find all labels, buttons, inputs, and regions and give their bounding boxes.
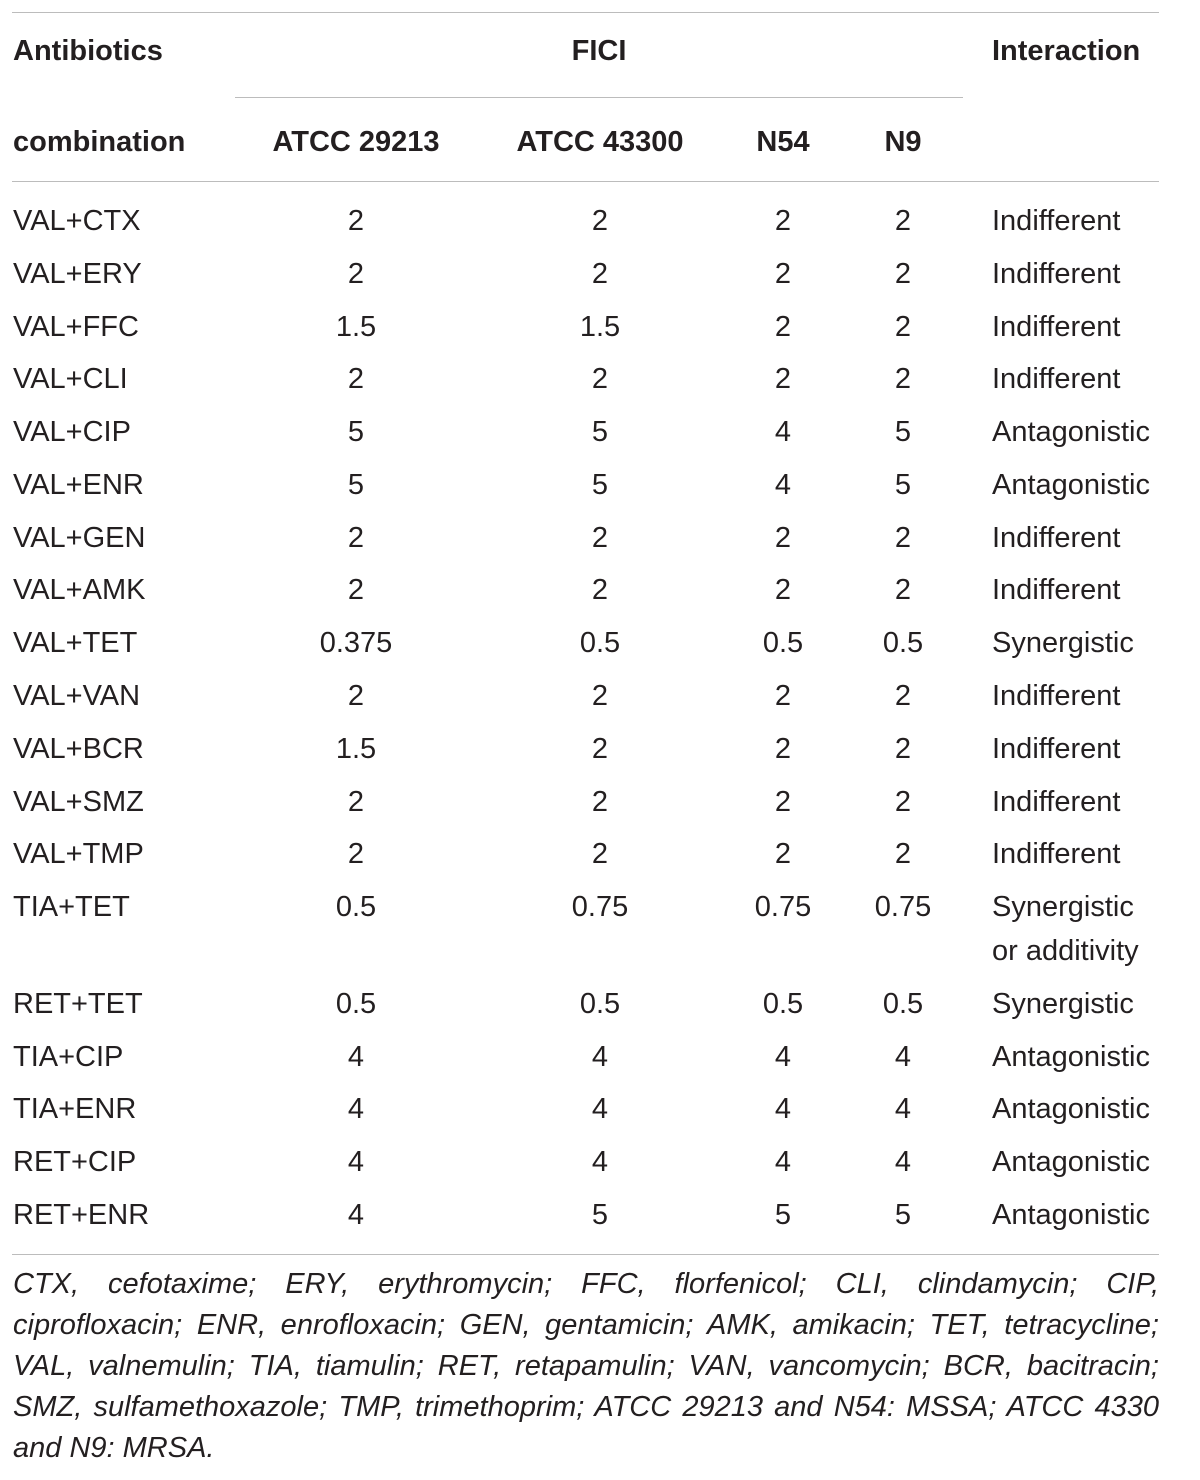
- cell-fici-atcc29213: 2: [347, 680, 365, 712]
- cell-fici-n54: 2: [774, 680, 792, 712]
- cell-combination: RET+ENR: [13, 1199, 150, 1231]
- cell-interaction: Indifferent: [992, 363, 1121, 395]
- cell-combination: VAL+BCR: [13, 733, 144, 765]
- cell-fici-n54: 2: [774, 574, 792, 606]
- header-interaction: Interaction: [992, 35, 1141, 67]
- cell-interaction: Indifferent: [992, 205, 1121, 237]
- cell-fici-n9: 5: [894, 469, 912, 501]
- cell-fici-n54: 4: [774, 1041, 792, 1073]
- cell-fici-n9: 5: [894, 1199, 912, 1231]
- cell-combination: VAL+ERY: [13, 258, 142, 290]
- cell-fici-atcc29213: 2: [347, 363, 365, 395]
- cell-fici-n9: 0.75: [874, 891, 932, 923]
- cell-interaction: Indifferent: [992, 522, 1121, 554]
- cell-combination: RET+TET: [13, 988, 143, 1020]
- cell-fici-atcc43300: 2: [591, 205, 609, 237]
- cell-fici-n9: 2: [894, 786, 912, 818]
- fici-group-rule: [235, 97, 963, 98]
- cell-fici-atcc29213: 0.5: [335, 988, 377, 1020]
- cell-fici-n9: 5: [894, 416, 912, 448]
- header-strain-atcc29213: ATCC 29213: [272, 126, 440, 158]
- cell-fici-n54: 2: [774, 838, 792, 870]
- header-strain-atcc43300: ATCC 43300: [516, 126, 684, 158]
- cell-fici-atcc29213: 2: [347, 522, 365, 554]
- cell-fici-atcc43300: 2: [591, 574, 609, 606]
- cell-combination: TIA+CIP: [13, 1041, 124, 1073]
- cell-combination: VAL+VAN: [13, 680, 141, 712]
- header-strain-n54: N54: [756, 126, 810, 158]
- cell-fici-atcc29213: 0.5: [335, 891, 377, 923]
- cell-fici-atcc29213: 1.5: [335, 311, 377, 343]
- table-footnote: CTX, cefotaxime; ERY, erythromycin; FFC, florfenicol; CLI, clindamycin; CIP, ciprofloxacin; ENR, enrofloxacin; GEN, gentamicin; AMK, amikacin; TET, tetracycline; VAL, valnemulin; TIA, tiamulin; RET, retapamulin; VAN, vancomycin; BCR, bacitracin; SMZ, sulfamethoxazole; TMP, trimethoprim; ATCC 29213 and N54: MSSA; ATCC 4330 and N9: MRSA.: [13, 1268, 1159, 1464]
- cell-fici-n54: 2: [774, 733, 792, 765]
- cell-fici-n9: 2: [894, 733, 912, 765]
- cell-fici-atcc43300: 2: [591, 733, 609, 765]
- cell-interaction: Antagonistic: [992, 1093, 1150, 1125]
- cell-fici-atcc29213: 4: [347, 1199, 365, 1231]
- header-rule: [12, 181, 1159, 182]
- cell-fici-atcc43300: 1.5: [579, 311, 621, 343]
- cell-fici-n9: 2: [894, 205, 912, 237]
- cell-interaction: Synergistic or additivity: [992, 891, 1139, 967]
- cell-fici-atcc29213: 0.375: [319, 627, 393, 659]
- cell-fici-n9: 2: [894, 838, 912, 870]
- cell-combination: VAL+SMZ: [13, 786, 144, 818]
- cell-fici-n9: 2: [894, 680, 912, 712]
- cell-interaction: Synergistic: [992, 627, 1134, 659]
- cell-fici-n54: 2: [774, 311, 792, 343]
- cell-fici-n54: 0.75: [754, 891, 812, 923]
- cell-fici-atcc43300: 4: [591, 1146, 609, 1178]
- header-fici: FICI: [571, 35, 627, 67]
- cell-fici-atcc29213: 2: [347, 205, 365, 237]
- cell-combination: VAL+TMP: [13, 838, 144, 870]
- cell-interaction: Indifferent: [992, 258, 1121, 290]
- cell-interaction: Antagonistic: [992, 1199, 1150, 1231]
- header-antibiotics: Antibiotics: [13, 35, 163, 67]
- cell-fici-atcc43300: 2: [591, 522, 609, 554]
- cell-fici-n54: 5: [774, 1199, 792, 1231]
- cell-fici-n54: 4: [774, 1146, 792, 1178]
- cell-combination: VAL+CTX: [13, 205, 141, 237]
- cell-fici-n9: 2: [894, 258, 912, 290]
- cell-fici-n54: 2: [774, 205, 792, 237]
- cell-fici-atcc43300: 2: [591, 786, 609, 818]
- cell-fici-atcc29213: 1.5: [335, 733, 377, 765]
- cell-fici-n9: 0.5: [882, 627, 924, 659]
- cell-fici-atcc29213: 4: [347, 1041, 365, 1073]
- cell-combination: VAL+TET: [13, 627, 138, 659]
- cell-fici-atcc29213: 4: [347, 1146, 365, 1178]
- cell-interaction: Indifferent: [992, 311, 1121, 343]
- cell-fici-atcc43300: 2: [591, 258, 609, 290]
- cell-fici-atcc43300: 0.5: [579, 627, 621, 659]
- cell-fici-n54: 4: [774, 1093, 792, 1125]
- cell-fici-atcc29213: 5: [347, 469, 365, 501]
- cell-fici-n9: 0.5: [882, 988, 924, 1020]
- cell-interaction: Indifferent: [992, 574, 1121, 606]
- cell-fici-n54: 2: [774, 258, 792, 290]
- cell-fici-n9: 4: [894, 1093, 912, 1125]
- cell-fici-atcc43300: 4: [591, 1041, 609, 1073]
- cell-interaction: Antagonistic: [992, 469, 1150, 501]
- cell-fici-atcc43300: 0.75: [571, 891, 629, 923]
- cell-interaction: Indifferent: [992, 838, 1121, 870]
- cell-interaction: Indifferent: [992, 680, 1121, 712]
- cell-combination: VAL+ENR: [13, 469, 144, 501]
- cell-fici-atcc43300: 2: [591, 838, 609, 870]
- header-strain-n9: N9: [884, 126, 922, 158]
- cell-fici-atcc29213: 2: [347, 574, 365, 606]
- cell-fici-n9: 2: [894, 363, 912, 395]
- cell-interaction: Indifferent: [992, 733, 1121, 765]
- cell-fici-n54: 0.5: [762, 627, 804, 659]
- cell-combination: VAL+AMK: [13, 574, 146, 606]
- cell-fici-n9: 2: [894, 311, 912, 343]
- cell-fici-atcc29213: 2: [347, 258, 365, 290]
- cell-fici-atcc43300: 4: [591, 1093, 609, 1125]
- cell-fici-n54: 0.5: [762, 988, 804, 1020]
- cell-combination: VAL+CIP: [13, 416, 131, 448]
- cell-fici-n9: 2: [894, 574, 912, 606]
- cell-combination: VAL+FFC: [13, 311, 139, 343]
- cell-fici-n9: 2: [894, 522, 912, 554]
- cell-fici-atcc43300: 2: [591, 363, 609, 395]
- cell-fici-atcc43300: 5: [591, 416, 609, 448]
- cell-fici-n54: 2: [774, 786, 792, 818]
- cell-combination: VAL+CLI: [13, 363, 128, 395]
- cell-combination: TIA+ENR: [13, 1093, 137, 1125]
- cell-fici-atcc43300: 0.5: [579, 988, 621, 1020]
- cell-fici-atcc43300: 5: [591, 1199, 609, 1231]
- top-rule: [12, 12, 1159, 13]
- cell-fici-n9: 4: [894, 1041, 912, 1073]
- cell-fici-n9: 4: [894, 1146, 912, 1178]
- cell-fici-atcc29213: 2: [347, 838, 365, 870]
- cell-interaction: Antagonistic: [992, 416, 1150, 448]
- cell-fici-n54: 2: [774, 522, 792, 554]
- cell-fici-atcc43300: 2: [591, 680, 609, 712]
- cell-fici-atcc29213: 4: [347, 1093, 365, 1125]
- cell-combination: TIA+TET: [13, 891, 130, 923]
- bottom-rule: [12, 1254, 1159, 1255]
- cell-fici-n54: 4: [774, 469, 792, 501]
- header-combination: combination: [13, 126, 186, 158]
- cell-fici-atcc43300: 5: [591, 469, 609, 501]
- cell-combination: RET+CIP: [13, 1146, 137, 1178]
- cell-interaction: Antagonistic: [992, 1041, 1150, 1073]
- cell-interaction: Synergistic: [992, 988, 1134, 1020]
- cell-fici-atcc29213: 2: [347, 786, 365, 818]
- cell-combination: VAL+GEN: [13, 522, 146, 554]
- cell-interaction: Antagonistic: [992, 1146, 1150, 1178]
- cell-fici-n54: 4: [774, 416, 792, 448]
- cell-fici-atcc29213: 5: [347, 416, 365, 448]
- cell-interaction: Indifferent: [992, 786, 1121, 818]
- cell-fici-n54: 2: [774, 363, 792, 395]
